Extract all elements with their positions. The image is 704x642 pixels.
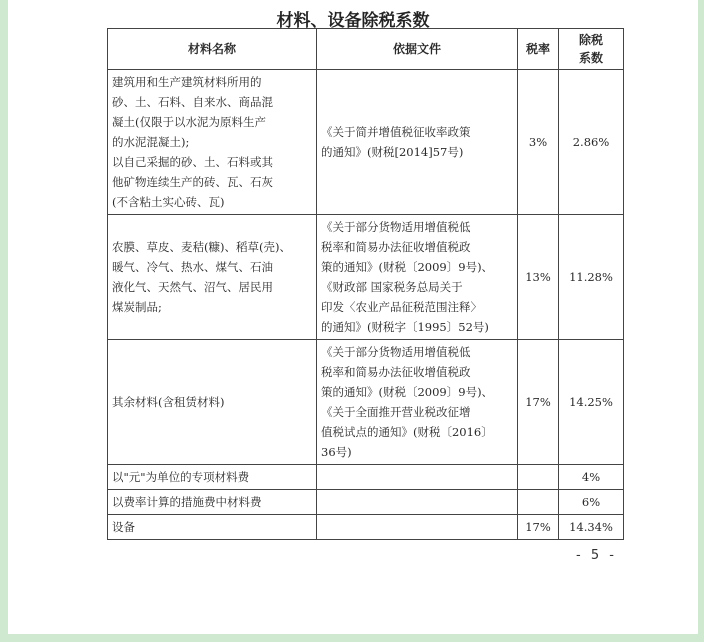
material-line: 他矿物连续生产的砖、瓦、石灰 [112, 175, 273, 189]
material-cell [108, 465, 317, 490]
basis-line: 策的通知》(财税〔2009〕9号)、 [321, 385, 494, 399]
rate-cell: 17% [518, 340, 559, 465]
material-cell [108, 340, 317, 465]
basis-line: 《关于全面推开营业税改征增 [321, 405, 471, 419]
basis-line: 值税试点的通知》(财税〔2016〕 [321, 425, 493, 439]
material-line: 农膜、草皮、麦秸(糠)、稻草(壳)、 [112, 240, 291, 254]
table-row [108, 340, 624, 465]
coefficient-cell: 2.86% [559, 70, 624, 215]
coefficient-cell: 11.28% [559, 215, 624, 340]
coefficient-cell: 4% [559, 465, 624, 490]
table-row [108, 465, 624, 490]
basis-line: 税率和简易办法征收增值税政 [321, 240, 471, 254]
table-row [108, 215, 624, 340]
coefficient-cell: 14.25% [559, 340, 624, 465]
header-coefficient [559, 29, 624, 70]
basis-line: 策的通知》(财税〔2009〕9号)、 [321, 260, 494, 274]
material-line: (不含粘土实心砖、瓦) [112, 195, 225, 209]
basis-cell [317, 515, 518, 540]
rate-cell: 17% [518, 515, 559, 540]
material-cell [108, 490, 317, 515]
material-cell [108, 215, 317, 340]
rate-cell: 3% [518, 70, 559, 215]
basis-cell [317, 340, 518, 465]
material-line: 砂、土、石料、自来水、商品混 [112, 95, 273, 109]
material-line: 液化气、天然气、沼气、居民用 [112, 280, 273, 294]
material-line: 以费率计算的措施费中材料费 [112, 495, 262, 509]
table-row [108, 490, 624, 515]
document-page [8, 0, 698, 634]
coefficient-cell: 14.34% [559, 515, 624, 540]
basis-line: 《财政部 国家税务总局关于 [321, 280, 463, 294]
material-line: 煤炭制品; [112, 300, 162, 314]
material-line: 建筑用和生产建筑材料所用的 [112, 75, 262, 89]
basis-line: 的通知》(财税字〔1995〕52号) [321, 320, 489, 334]
rate-cell [518, 465, 559, 490]
rate-cell [518, 490, 559, 515]
material-line: 暖气、冷气、热水、煤气、石油 [112, 260, 273, 274]
basis-cell [317, 70, 518, 215]
basis-cell [317, 465, 518, 490]
header-basis: 依据文件 [317, 29, 518, 70]
table-row [108, 70, 624, 215]
table-row [108, 515, 624, 540]
material-line: 设备 [112, 520, 135, 534]
coefficient-cell: 6% [559, 490, 624, 515]
header-coef-line2: 系数 [578, 51, 603, 65]
material-cell [108, 515, 317, 540]
basis-line: 税率和简易办法征收增值税政 [321, 365, 471, 379]
basis-line: 36号) [321, 445, 352, 459]
tax-coefficient-table [107, 28, 624, 540]
table-header-row [108, 29, 624, 70]
basis-line: 《关于部分货物适用增值税低 [321, 220, 471, 234]
page-title: 材料、设备除税系数 [276, 11, 430, 31]
material-line: 凝土(仅限于以水泥为原料生产 [112, 115, 266, 129]
basis-cell [317, 215, 518, 340]
basis-line: 印发〈农业产品征税范围注释〉 [321, 300, 482, 314]
material-line: 其余材料(含租赁材料) [112, 395, 225, 409]
material-line: 的水泥混凝土); [112, 135, 190, 149]
header-material: 材料名称 [108, 29, 317, 70]
material-cell [108, 70, 317, 215]
basis-line: 的通知》(财税[2014]57号) [321, 145, 464, 159]
rate-cell: 13% [518, 215, 559, 340]
header-coef-line1: 除税 [578, 33, 603, 47]
material-line: 以自己采掘的砂、土、石料或其 [112, 155, 273, 169]
header-rate: 税率 [518, 29, 559, 70]
page-number: - 5 - [576, 548, 617, 563]
basis-line: 《关于部分货物适用增值税低 [321, 345, 471, 359]
material-line: 以"元"为单位的专项材料费 [112, 470, 250, 484]
basis-cell [317, 490, 518, 515]
basis-line: 《关于简并增值税征收率政策 [321, 125, 471, 139]
